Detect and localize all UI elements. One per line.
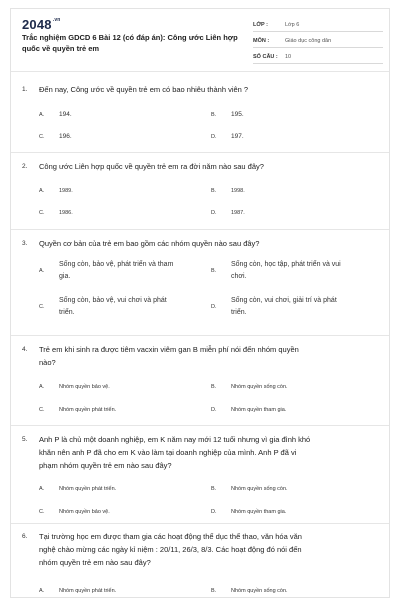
document-title: Trắc nghiệm GDCD 6 Bài 12 (có đáp án): Công ước Liên hợp quốc về quyền trẻ em xyxy=(22,33,238,53)
question-number: 6. xyxy=(22,533,28,540)
option-letter: B. xyxy=(211,112,217,118)
meta-row-count xyxy=(253,51,383,64)
option-text-line: triển. xyxy=(59,309,75,316)
option-text: Nhóm quyền sống còn. xyxy=(231,384,288,390)
document-page xyxy=(10,8,390,598)
option-letter: B. xyxy=(211,188,217,194)
question-text xyxy=(22,433,379,472)
divider xyxy=(11,71,389,72)
logo-text: 2048 xyxy=(22,17,52,32)
option-letter: D. xyxy=(211,407,217,413)
question-text-line: phạm nhóm quyền trẻ em nào sau đây? xyxy=(39,461,172,470)
question-text-content: Công ước Liên hợp quốc về quyền trẻ em ra đời năm nào sau đây? xyxy=(39,162,264,171)
option-a[interactable] xyxy=(39,185,73,197)
option-letter: A. xyxy=(39,486,45,492)
option-text: Nhóm quyền sống còn. xyxy=(231,486,288,492)
question-text xyxy=(22,160,379,173)
option-text: Nhóm quyền bảo vệ. xyxy=(59,509,110,515)
option-letter: A. xyxy=(39,188,45,194)
option-letter: B. xyxy=(211,588,217,594)
option-a[interactable] xyxy=(39,259,173,283)
question-text xyxy=(22,237,379,250)
option-letter: C. xyxy=(39,134,45,140)
option-c[interactable] xyxy=(39,404,116,416)
question-text xyxy=(22,343,379,369)
option-text: 196. xyxy=(59,133,72,140)
option-d[interactable] xyxy=(211,295,337,319)
question-text-line: Tại trường học em được tham gia các hoạt động thể dục thể thao, văn hóa văn xyxy=(39,532,302,541)
option-text xyxy=(59,259,173,283)
option-d[interactable] xyxy=(211,207,245,219)
option-a[interactable] xyxy=(39,381,110,393)
meta-label: MÔN : xyxy=(253,38,270,44)
question-text-line: Trẻ em khi sinh ra được tiêm vacxin viêm gan B miễn phí nói đến nhóm quyền xyxy=(39,345,299,354)
question-number: 3. xyxy=(22,240,28,247)
option-b[interactable] xyxy=(211,585,288,597)
option-letter: C. xyxy=(39,210,45,216)
option-text: Nhóm quyền tham gia. xyxy=(231,509,287,515)
option-letter: C. xyxy=(39,304,45,310)
option-a[interactable] xyxy=(39,585,116,597)
question-number: 4. xyxy=(22,346,28,353)
meta-row-subject xyxy=(253,35,383,48)
option-c[interactable] xyxy=(39,131,72,143)
option-text xyxy=(59,295,167,319)
question-text-line: nghệ chào mừng các ngày kỉ niệm : 20/11, 26/3, 8/3. Các hoạt động đó nói đến xyxy=(39,545,302,554)
divider xyxy=(11,425,389,426)
question-text-line: nào? xyxy=(39,358,56,367)
logo-suffix: .vn xyxy=(52,17,61,23)
option-letter: B. xyxy=(211,268,217,274)
option-c[interactable] xyxy=(39,506,110,518)
question-number: 5. xyxy=(22,436,28,443)
option-letter: A. xyxy=(39,588,45,594)
question-text xyxy=(22,83,379,96)
divider xyxy=(11,229,389,230)
option-letter: D. xyxy=(211,210,217,216)
option-d[interactable] xyxy=(211,131,244,143)
meta-label: LỚP : xyxy=(253,22,268,28)
option-a[interactable] xyxy=(39,109,72,121)
option-letter: A. xyxy=(39,112,45,118)
question-text-content: Đến nay, Công ước về quyền trẻ em có bao nhiêu thành viên ? xyxy=(39,85,249,94)
option-letter: C. xyxy=(39,509,45,515)
option-text-line: Sống còn, bảo vệ, phát triển và tham xyxy=(59,261,174,268)
option-letter: A. xyxy=(39,384,45,390)
meta-row-class xyxy=(253,19,383,32)
site-logo[interactable] xyxy=(22,17,61,32)
meta-label: SỐ CÂU : xyxy=(253,54,278,60)
option-text: 195. xyxy=(231,111,244,118)
option-text-line: chơi. xyxy=(231,273,247,280)
meta-value: 10 xyxy=(285,54,292,60)
document-meta xyxy=(253,19,383,67)
divider xyxy=(11,335,389,336)
option-text xyxy=(231,259,341,283)
option-text: Nhóm quyền phát triển. xyxy=(59,588,117,594)
option-text: Nhóm quyền sống còn. xyxy=(231,588,288,594)
option-letter: D. xyxy=(211,134,217,140)
option-b[interactable] xyxy=(211,185,245,197)
option-b[interactable] xyxy=(211,109,244,121)
question-number: 2. xyxy=(22,163,28,170)
option-letter: C. xyxy=(39,407,45,413)
option-text-line: Sống còn, vui chơi, giải trí và phát xyxy=(231,297,337,304)
option-text: 197. xyxy=(231,133,244,140)
option-letter: D. xyxy=(211,304,217,310)
option-letter: A. xyxy=(39,268,45,274)
option-letter: D. xyxy=(211,509,217,515)
option-text: 194. xyxy=(59,111,72,118)
option-b[interactable] xyxy=(211,381,288,393)
option-text-line: gia. xyxy=(59,273,71,280)
option-a[interactable] xyxy=(39,483,116,495)
option-b[interactable] xyxy=(211,259,341,283)
option-text xyxy=(231,295,337,319)
option-c[interactable] xyxy=(39,295,167,319)
option-text: 1989. xyxy=(59,188,73,194)
option-text: 1998. xyxy=(231,188,245,194)
meta-value: Giáo dục công dân xyxy=(285,38,332,44)
option-d[interactable] xyxy=(211,404,286,416)
question-text-line: Anh P là chủ một doanh nghiệp, em K năm nay mới 12 tuổi nhưng vì gia đình khó xyxy=(39,435,311,444)
option-text-line: Sống còn, học tập, phát triển và vui xyxy=(231,261,341,268)
option-letter: B. xyxy=(211,486,217,492)
document-header xyxy=(11,9,389,71)
question-text-content: Quyền cơ bản của trẻ em bao gồm các nhóm quyền nào sau đây? xyxy=(39,239,260,248)
option-text: Nhóm quyền tham gia. xyxy=(231,407,287,413)
option-b[interactable] xyxy=(211,483,288,495)
option-text: 1987. xyxy=(231,210,245,216)
option-text-line: Sống còn, bảo vệ, vui chơi và phát xyxy=(59,297,167,304)
meta-value: Lớp 6 xyxy=(285,22,300,28)
divider xyxy=(11,523,389,524)
question-text xyxy=(22,530,379,569)
divider xyxy=(11,152,389,153)
question-text-line: nhóm quyền trẻ em nào sau đây? xyxy=(39,558,151,567)
question-number: 1. xyxy=(22,86,28,93)
option-c[interactable] xyxy=(39,207,73,219)
option-d[interactable] xyxy=(211,506,286,518)
option-text: Nhóm quyền phát triển. xyxy=(59,486,117,492)
option-text: Nhóm quyền bảo vệ. xyxy=(59,384,110,390)
option-text-line: triển. xyxy=(231,309,247,316)
option-text: Nhóm quyền phát triển. xyxy=(59,407,117,413)
question-text-line: khăn nên anh P đã cho em K vào làm tại doanh nghiệp của mình. Anh P đã vi xyxy=(39,448,297,457)
option-text: 1986. xyxy=(59,210,73,216)
option-letter: B. xyxy=(211,384,217,390)
